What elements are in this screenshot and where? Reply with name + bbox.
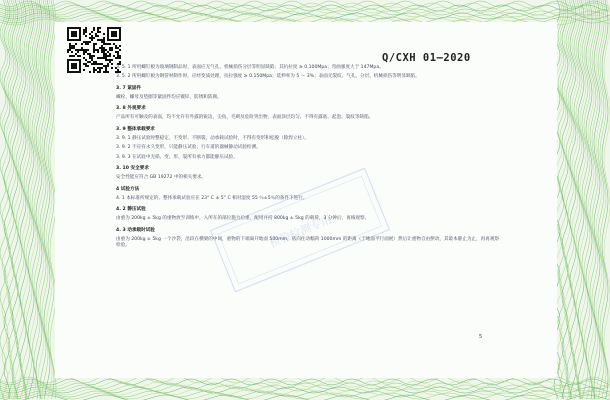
paragraph: 螺栓、螺母及垫圈等紧固件均应镀锌，防锈和防腐。 bbox=[116, 94, 222, 100]
paragraph: 由重为 200kg ± 5kg 一个沙袋，沿段在横梁的中间，重物的下端离开地面 500mm，依向往动幅荷 1000mm 的距离（于地面平行面展）然后让重物自由摆动，其最本静止为止，再再观察检验。 bbox=[116, 237, 500, 249]
standard-code: Q/CXH 01—2020 bbox=[382, 52, 471, 64]
paragraph: 由重为 200kg ± 5kg 的重物放至训练中，入所在的部位施力后重，配用并持 800kg ± 5kg 的载荷，3 分钟后，再核观察。 bbox=[116, 216, 370, 222]
paragraph: 3. 9. 2 不应有永久变形，只能静压试验；行车道的器械静动试验检测。 bbox=[116, 145, 261, 151]
section-heading: 3. 8 外观要求 bbox=[116, 106, 146, 112]
section-heading: 3. 10 安全要求 bbox=[116, 165, 149, 171]
paragraph: 产品所有可触及的表面，均不允许有外露的锐边、尖角、毛刺及危险突出物，表面涂层均匀，不得有露底、起泡、裂纹等缺陷。 bbox=[116, 115, 374, 121]
paragraph: 安全性能应符合 GB 19272 中的相关要求。 bbox=[116, 175, 207, 181]
paragraph: 3. 5. 2 所用螺钉板为钢管材制作时，应经变质处理，抗拉强度 ≥ 0.150Mpa；延伸率为 5 ～ 3%；表面无裂纹、气孔、分层、机械损伤等明显缺陷。 bbox=[116, 74, 420, 80]
page-number: 5 bbox=[479, 334, 483, 340]
section-heading: 4. 3 动承载时试验 bbox=[116, 227, 155, 233]
section-heading: 4 试验方法 bbox=[116, 186, 140, 192]
qr-code bbox=[67, 27, 121, 73]
section-heading: 3. 9 整体承载要求 bbox=[116, 126, 155, 132]
section-heading: 3. 7 紧固件 bbox=[116, 85, 142, 91]
svg-text:检验检测专用: 检验检测专用 bbox=[267, 213, 334, 250]
paragraph: 4. 1 本标准所规定的、整体承载试验应在 23° C ± 5° C 相对湿度 55 ％±5％的条件下进行。 bbox=[116, 195, 308, 201]
document-body bbox=[116, 65, 502, 253]
paragraph: 3. 9. 3 在试验中无损、变、形、裂所有承力都能静压试验。 bbox=[116, 154, 238, 160]
section-heading: 4. 2 静压试验 bbox=[116, 207, 146, 213]
paragraph: 3. 9. 1 静压试验时整稳定，不变形、不断裂，动承载试验时，不得有变形和松脱（除焊立柱）。 bbox=[116, 136, 309, 142]
paragraph: 3. 5. 1 所用螺钉板为玻璃钢制品时，表面应无气孔、机械损伤分层等明显缺陷；其抗拉度 ≥ 0.100Mpa；弯曲强度大于 147Mpa。 bbox=[116, 65, 384, 70]
